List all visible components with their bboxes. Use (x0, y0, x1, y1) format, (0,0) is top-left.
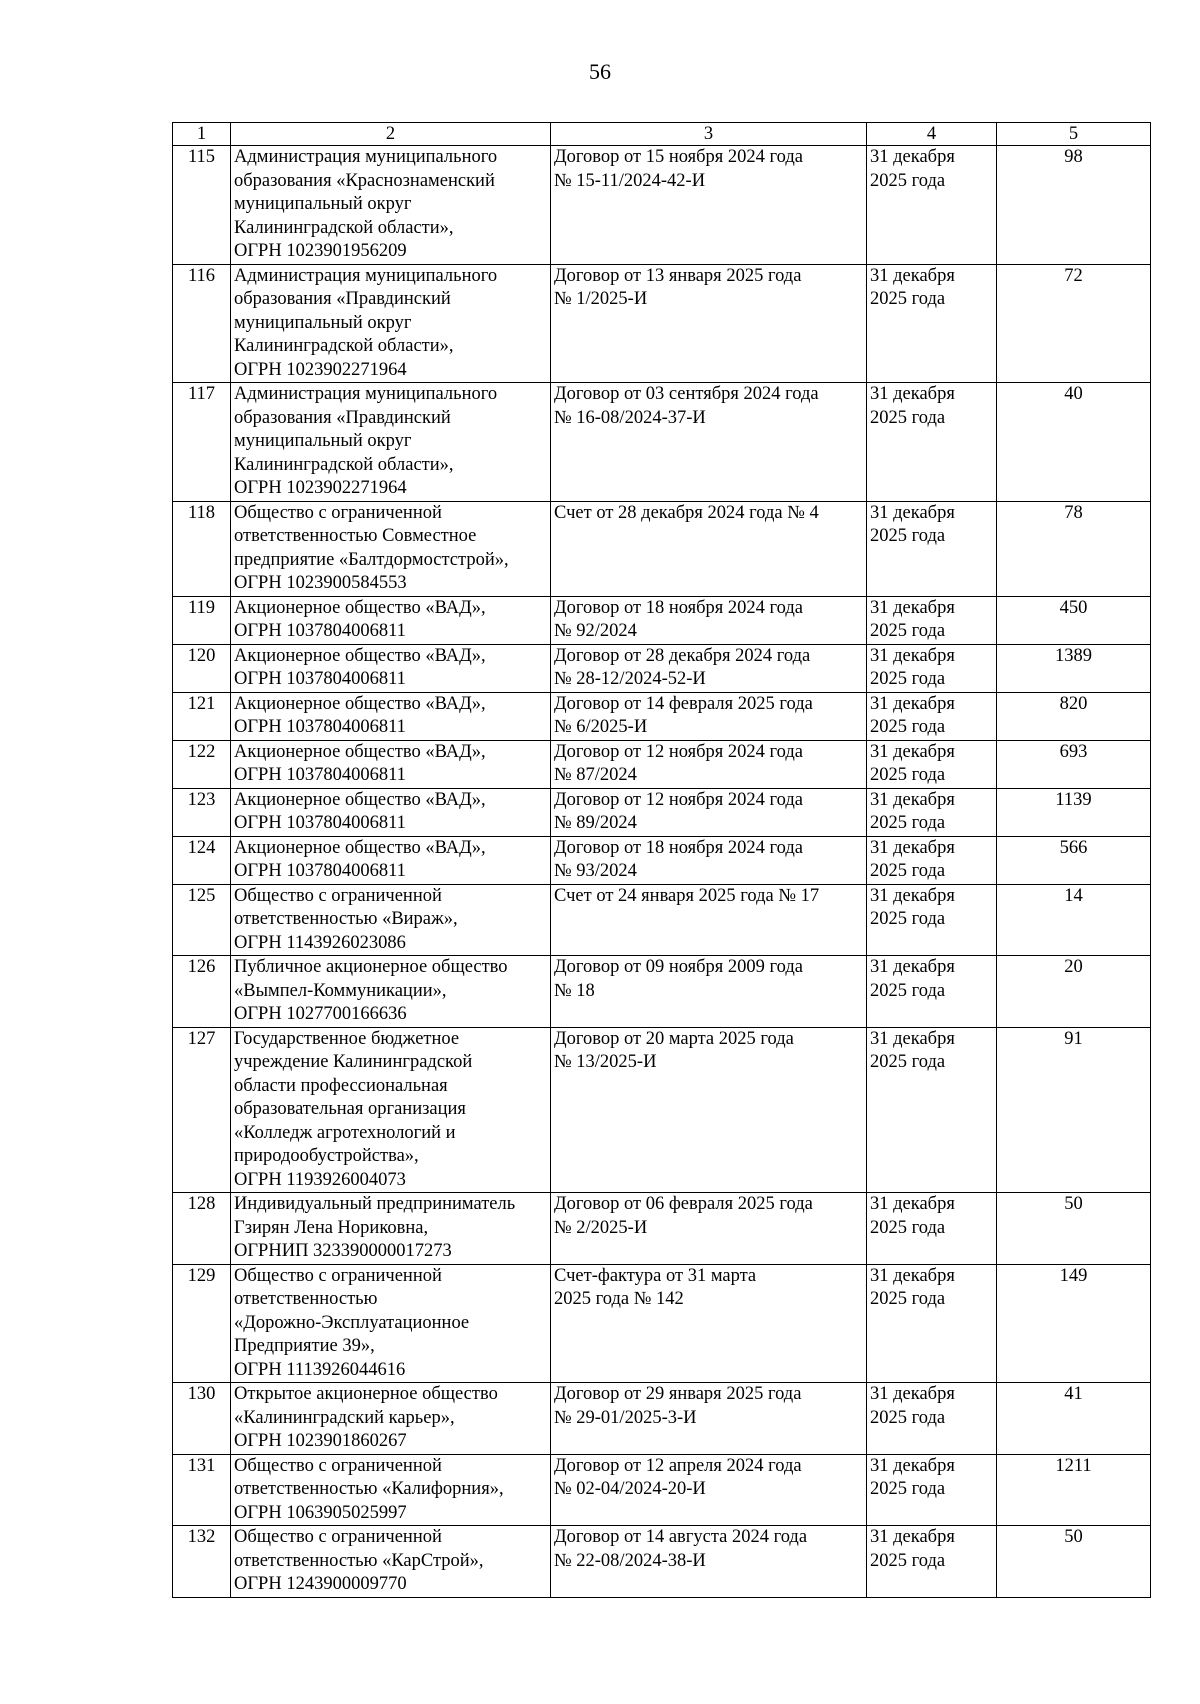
row-number: 124 (173, 836, 231, 884)
table-header-row (173, 123, 1151, 146)
document-cell: Договор от 12 апреля 2024 года № 02-04/2024-20-И (551, 1454, 867, 1526)
document-cell: Договор от 15 ноября 2024 года № 15-11/2024-42-И (551, 146, 867, 265)
row-number: 116 (173, 264, 231, 383)
table-body (173, 146, 1151, 1598)
organization-cell: Администрация муниципального образования «Правдинский муниципальный округ Калининградской области», ОГРН 1023902271964 (231, 383, 551, 502)
row-number: 131 (173, 1454, 231, 1526)
document-cell: Договор от 20 марта 2025 года № 13/2025-И (551, 1027, 867, 1193)
document-cell: Счет-фактура от 31 марта 2025 года № 142 (551, 1264, 867, 1383)
row-number: 117 (173, 383, 231, 502)
document-cell: Договор от 12 ноября 2024 года № 89/2024 (551, 788, 867, 836)
organization-cell: Общество с ограниченной ответственностью «КарСтрой», ОГРН 1243900009770 (231, 1526, 551, 1598)
table-row (173, 1027, 1151, 1193)
document-cell: Договор от 03 сентября 2024 года № 16-08/2024-37-И (551, 383, 867, 502)
organization-cell: Акционерное общество «ВАД», ОГРН 1037804006811 (231, 692, 551, 740)
table-row (173, 596, 1151, 644)
quantity-cell: 14 (997, 884, 1151, 956)
row-number: 122 (173, 740, 231, 788)
row-number: 129 (173, 1264, 231, 1383)
organization-cell: Акционерное общество «ВАД», ОГРН 1037804006811 (231, 740, 551, 788)
deadline-cell: 31 декабря 2025 года (867, 1383, 997, 1455)
deadline-cell: 31 декабря 2025 года (867, 1264, 997, 1383)
table-row (173, 1193, 1151, 1265)
row-number: 127 (173, 1027, 231, 1193)
organization-cell: Акционерное общество «ВАД», ОГРН 1037804006811 (231, 644, 551, 692)
column-header: 4 (867, 123, 997, 146)
table-row (173, 501, 1151, 596)
organization-cell: Администрация муниципального образования «Правдинский муниципальный округ Калининградской области», ОГРН 1023902271964 (231, 264, 551, 383)
row-number: 119 (173, 596, 231, 644)
organization-cell: Государственное бюджетное учреждение Калининградской области профессиональная образовательная организация «Колледж агротехнологий и природообустройства», ОГРН 1193926004073 (231, 1027, 551, 1193)
organization-cell: Открытое акционерное общество «Калининградский карьер», ОГРН 1023901860267 (231, 1383, 551, 1455)
column-header: 5 (997, 123, 1151, 146)
table-row (173, 644, 1151, 692)
quantity-cell: 98 (997, 146, 1151, 265)
quantity-cell: 78 (997, 501, 1151, 596)
quantity-cell: 1211 (997, 1454, 1151, 1526)
table-row (173, 1526, 1151, 1598)
quantity-cell: 41 (997, 1383, 1151, 1455)
document-cell: Счет от 28 декабря 2024 года № 4 (551, 501, 867, 596)
table-row (173, 956, 1151, 1028)
row-number: 115 (173, 146, 231, 265)
deadline-cell: 31 декабря 2025 года (867, 264, 997, 383)
table-row (173, 264, 1151, 383)
document-cell: Счет от 24 января 2025 года № 17 (551, 884, 867, 956)
quantity-cell: 50 (997, 1193, 1151, 1265)
quantity-cell: 693 (997, 740, 1151, 788)
quantity-cell: 566 (997, 836, 1151, 884)
table-row (173, 1383, 1151, 1455)
organization-cell: Акционерное общество «ВАД», ОГРН 1037804006811 (231, 596, 551, 644)
table-row (173, 836, 1151, 884)
deadline-cell: 31 декабря 2025 года (867, 692, 997, 740)
quantity-cell: 72 (997, 264, 1151, 383)
deadline-cell: 31 декабря 2025 года (867, 1526, 997, 1598)
deadline-cell: 31 декабря 2025 года (867, 596, 997, 644)
deadline-cell: 31 декабря 2025 года (867, 1193, 997, 1265)
organization-cell: Акционерное общество «ВАД», ОГРН 1037804006811 (231, 788, 551, 836)
column-header: 3 (551, 123, 867, 146)
quantity-cell: 40 (997, 383, 1151, 502)
row-number: 121 (173, 692, 231, 740)
table-row (173, 383, 1151, 502)
document-cell: Договор от 18 ноября 2024 года № 92/2024 (551, 596, 867, 644)
registry-table (172, 122, 1151, 1598)
document-cell: Договор от 06 февраля 2025 года № 2/2025-И (551, 1193, 867, 1265)
table-row (173, 1264, 1151, 1383)
document-cell: Договор от 18 ноября 2024 года № 93/2024 (551, 836, 867, 884)
table-row (173, 740, 1151, 788)
row-number: 132 (173, 1526, 231, 1598)
deadline-cell: 31 декабря 2025 года (867, 884, 997, 956)
deadline-cell: 31 декабря 2025 года (867, 788, 997, 836)
row-number: 130 (173, 1383, 231, 1455)
organization-cell: Общество с ограниченной ответственностью Совместное предприятие «Балтдормостстрой», ОГРН 1023900584553 (231, 501, 551, 596)
column-header: 1 (173, 123, 231, 146)
row-number: 128 (173, 1193, 231, 1265)
document-cell: Договор от 14 августа 2024 года № 22-08/2024-38-И (551, 1526, 867, 1598)
quantity-cell: 91 (997, 1027, 1151, 1193)
row-number: 126 (173, 956, 231, 1028)
table-row (173, 1454, 1151, 1526)
table-row (173, 146, 1151, 265)
document-cell: Договор от 09 ноября 2009 года № 18 (551, 956, 867, 1028)
quantity-cell: 149 (997, 1264, 1151, 1383)
deadline-cell: 31 декабря 2025 года (867, 1454, 997, 1526)
quantity-cell: 820 (997, 692, 1151, 740)
row-number: 120 (173, 644, 231, 692)
table-row (173, 884, 1151, 956)
deadline-cell: 31 декабря 2025 года (867, 836, 997, 884)
column-header: 2 (231, 123, 551, 146)
organization-cell: Общество с ограниченной ответственностью «Вираж», ОГРН 1143926023086 (231, 884, 551, 956)
quantity-cell: 20 (997, 956, 1151, 1028)
deadline-cell: 31 декабря 2025 года (867, 501, 997, 596)
document-cell: Договор от 13 января 2025 года № 1/2025-И (551, 264, 867, 383)
deadline-cell: 31 декабря 2025 года (867, 383, 997, 502)
document-cell: Договор от 28 декабря 2024 года № 28-12/2024-52-И (551, 644, 867, 692)
organization-cell: Акционерное общество «ВАД», ОГРН 1037804006811 (231, 836, 551, 884)
row-number: 123 (173, 788, 231, 836)
organization-cell: Публичное акционерное общество «Вымпел-Коммуникации», ОГРН 1027700166636 (231, 956, 551, 1028)
page-number: 56 (589, 59, 611, 84)
quantity-cell: 1389 (997, 644, 1151, 692)
organization-cell: Администрация муниципального образования «Краснознаменский муниципальный округ Калининградской области», ОГРН 1023901956209 (231, 146, 551, 265)
document-cell: Договор от 14 февраля 2025 года № 6/2025-И (551, 692, 867, 740)
document-cell: Договор от 29 января 2025 года № 29-01/2025-3-И (551, 1383, 867, 1455)
deadline-cell: 31 декабря 2025 года (867, 644, 997, 692)
table-row (173, 788, 1151, 836)
organization-cell: Индивидуальный предприниматель Гзирян Лена Нориковна, ОГРНИП 323390000017273 (231, 1193, 551, 1265)
organization-cell: Общество с ограниченной ответственностью «Дорожно-Эксплуатационное Предприятие 39», ОГРН 1113926044616 (231, 1264, 551, 1383)
deadline-cell: 31 декабря 2025 года (867, 1027, 997, 1193)
deadline-cell: 31 декабря 2025 года (867, 956, 997, 1028)
quantity-cell: 1139 (997, 788, 1151, 836)
document-cell: Договор от 12 ноября 2024 года № 87/2024 (551, 740, 867, 788)
table-row (173, 692, 1151, 740)
quantity-cell: 50 (997, 1526, 1151, 1598)
row-number: 118 (173, 501, 231, 596)
quantity-cell: 450 (997, 596, 1151, 644)
row-number: 125 (173, 884, 231, 956)
deadline-cell: 31 декабря 2025 года (867, 740, 997, 788)
organization-cell: Общество с ограниченной ответственностью «Калифорния», ОГРН 1063905025997 (231, 1454, 551, 1526)
deadline-cell: 31 декабря 2025 года (867, 146, 997, 265)
